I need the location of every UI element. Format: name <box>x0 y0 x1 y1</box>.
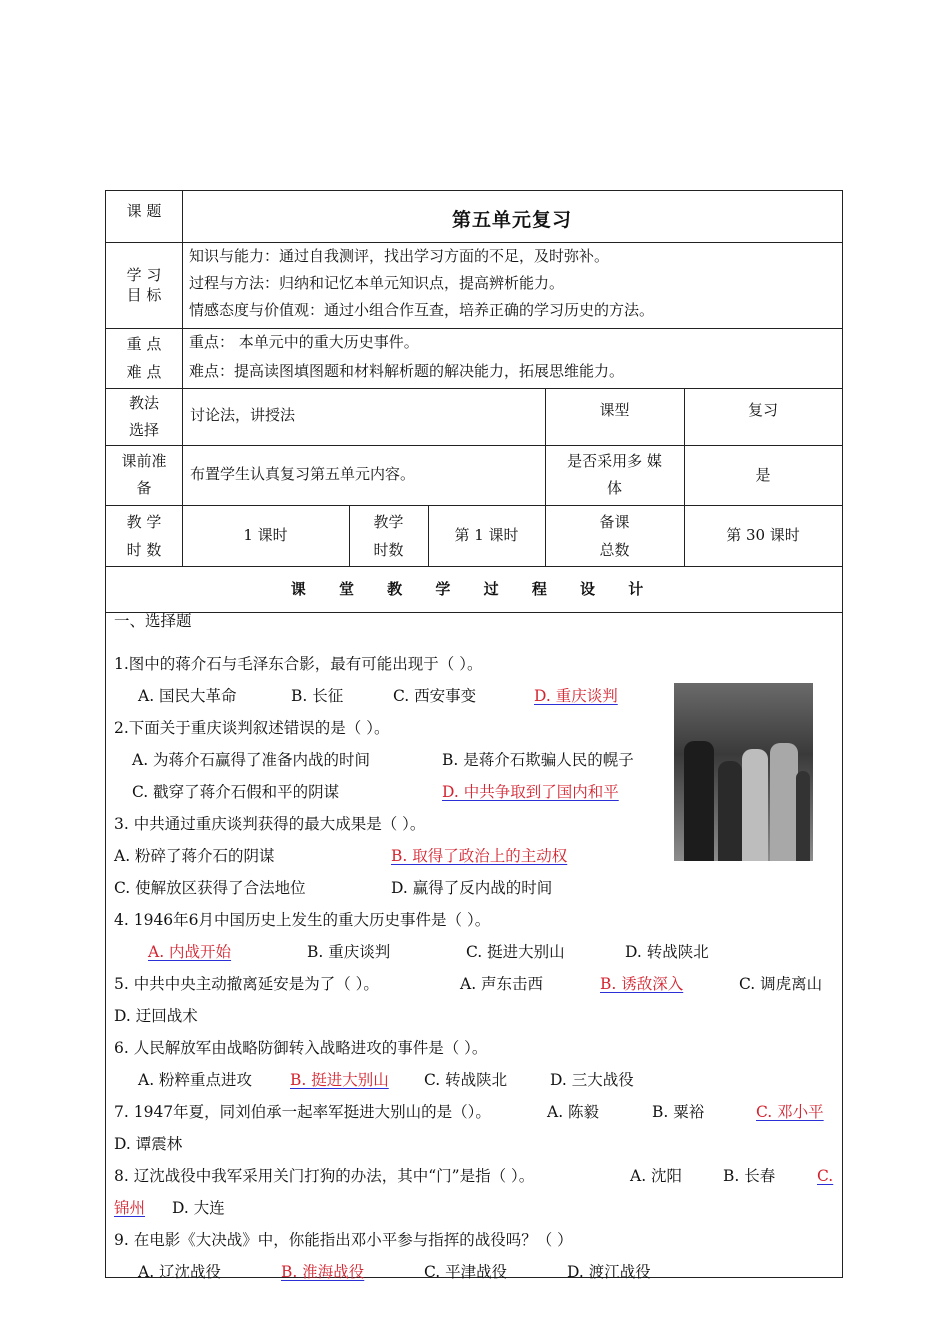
question-6: 6. 人民解放军由战略防御转入战略进攻的事件是（ ）。 <box>114 1039 488 1057</box>
q1-option-d-answer: D. 重庆谈判 <box>534 687 618 705</box>
q2-option-d-answer: D. 中共争取到了国内和平 <box>442 783 619 801</box>
q4-option-c: C. 挺进大别山 <box>466 943 565 961</box>
question-1: 1.图中的蒋介石与毛泽东合影，最有可能出现于（ ）。 <box>114 655 483 673</box>
q1-option-b: B. 长征 <box>291 687 344 705</box>
question-4: 4. 1946年6月中国历史上发生的重大历史事件是（ ）。 <box>114 911 491 929</box>
q2-option-c: C. 戳穿了蒋介石假和平的阴谋 <box>132 783 340 801</box>
q8-option-c-answer-cont: 锦州 <box>114 1199 146 1217</box>
q3-option-a: A. 粉碎了蒋介石的阴谋 <box>114 847 275 865</box>
prep-label: 课前准 备 <box>121 452 167 497</box>
key-list <box>184 328 840 386</box>
goal-list <box>184 243 840 324</box>
q7-option-a: A. 陈毅 <box>547 1103 600 1121</box>
goal-item: 情感态度与价值观：通过小组合作互查，培养正确的学习历史的方法。 <box>189 301 655 319</box>
section-title: 一、选择题 <box>114 612 192 630</box>
lesson-plan-table <box>105 190 843 1281</box>
q5-option-a: A. 声东击西 <box>460 975 544 993</box>
q9-option-d: D. 渡江战役 <box>567 1263 651 1281</box>
hours-label: 教 学 时 数 <box>126 512 162 559</box>
media-value: 是 <box>755 465 771 484</box>
q4-option-b: B. 重庆谈判 <box>307 943 391 961</box>
page-title: 第五单元复习 <box>451 209 572 231</box>
key-label: 重 点 难 点 <box>126 335 162 381</box>
historical-photo <box>674 683 813 861</box>
q4-option-a-answer: A. 内战开始 <box>148 943 232 961</box>
goal-item: 知识与能力：通过自我测评，找出学习方面的不足，及时弥补。 <box>189 247 610 265</box>
q7-option-c-answer: C. 邓小平 <box>756 1103 824 1121</box>
q2-option-a: A. 为蒋介石赢得了准备内战的时间 <box>132 751 371 769</box>
q8-option-d: D. 大连 <box>172 1199 225 1217</box>
q3-option-b-answer: B. 取得了政治上的主动权 <box>391 847 568 865</box>
type-label: 课型 <box>599 401 630 419</box>
q5-option-d: D. 迂回战术 <box>114 1007 198 1025</box>
topic-label: 课 题 <box>126 201 162 220</box>
question-8: 8. 辽沈战役中我军采用关门打狗的办法，其中“门”是指（ ）。 <box>114 1167 535 1185</box>
goal-label: 学 习 目 标 <box>126 266 162 304</box>
period-value: 第 1 课时 <box>454 526 519 544</box>
q4-option-d: D. 转战陕北 <box>625 943 709 961</box>
q9-option-a: A. 辽沈战役 <box>138 1263 222 1281</box>
hours-value: 1 课时 <box>243 526 288 544</box>
question-9: 9. 在电影《大决战》中，你能指出邓小平参与指挥的战役吗？（ ） <box>114 1231 573 1249</box>
q1-option-a: A. 国民大革命 <box>138 687 237 705</box>
q8-option-a: A. 沈阳 <box>630 1167 683 1185</box>
prep-value: 布置学生认真复习第五单元内容。 <box>190 465 416 483</box>
q6-option-b-answer: B. 挺进大别山 <box>290 1071 389 1089</box>
type-value: 复习 <box>747 401 778 419</box>
q9-option-c: C. 平津战役 <box>424 1263 508 1281</box>
total-value: 第 30 课时 <box>726 526 800 544</box>
q7-option-b: B. 粟裕 <box>652 1103 705 1121</box>
media-label: 是否采用多 媒 体 <box>567 452 662 497</box>
q3-option-c: C. 使解放区获得了合法地位 <box>114 879 306 897</box>
q5-option-b-answer: B. 诱敌深入 <box>600 975 684 993</box>
q2-option-b: B. 是蒋介石欺骗人民的幌子 <box>442 751 634 769</box>
method-label: 教法 选择 <box>128 393 159 439</box>
q8-option-c-answer: C. <box>817 1167 834 1185</box>
q6-option-d: D. 三大战役 <box>550 1071 634 1089</box>
difficult-point: 难点：提高读图填图题和材料解析题的解决能力，拓展思维能力。 <box>189 362 625 380</box>
q5-option-c: C. 调虎离山 <box>739 975 823 993</box>
goal-item: 过程与方法：归纳和记忆本单元知识点，提高辨析能力。 <box>189 274 565 292</box>
total-label: 备课 总数 <box>599 512 630 559</box>
q8-option-b: B. 长春 <box>723 1167 776 1185</box>
q3-option-d: D. 赢得了反内战的时间 <box>391 879 553 897</box>
question-3: 3. 中共通过重庆谈判获得的最大成果是（ ）。 <box>114 815 426 833</box>
q7-option-d: D. 谭震林 <box>114 1135 183 1153</box>
key-point: 重点： 本单元中的重大历史事件。 <box>189 333 419 351</box>
period-label: 教学 时数 <box>373 512 404 559</box>
question-5: 5. 中共中央主动撤离延安是为了（ ）。 <box>114 975 379 993</box>
q9-option-b-answer: B. 淮海战役 <box>281 1263 365 1281</box>
q6-option-a: A. 粉粹重点进攻 <box>138 1071 253 1089</box>
method-value: 讨论法，讲授法 <box>190 406 296 424</box>
q6-option-c: C. 转战陕北 <box>424 1071 508 1089</box>
process-heading: 课 堂 教 学 过 程 设 计 <box>290 579 658 598</box>
q1-option-c: C. 西安事变 <box>393 687 477 705</box>
question-2: 2.下面关于重庆谈判叙述错误的是（ ）。 <box>114 719 390 737</box>
question-7: 7. 1947年夏，同刘伯承一起率军挺进大别山的是（）。 <box>114 1103 491 1121</box>
